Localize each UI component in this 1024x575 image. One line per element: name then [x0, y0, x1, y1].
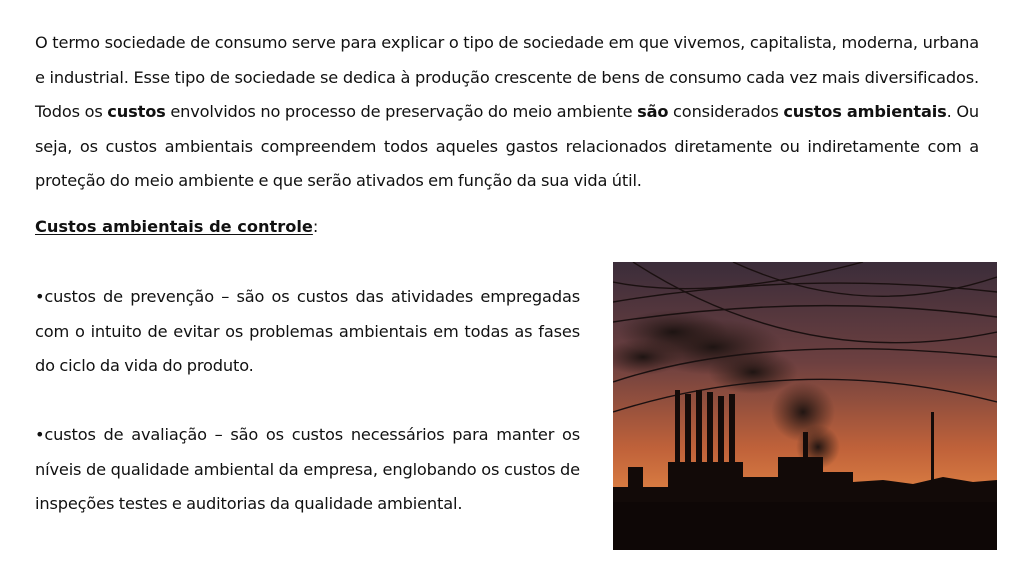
industrial-pollution-photo — [613, 262, 997, 550]
intro-bold-sao: são — [637, 102, 669, 122]
section-heading — [35, 211, 318, 243]
bullet-evaluation: •custos de avaliação – são os custos necessários para manter os níveis de qualidade ambiental da empresa, englobando os custos de inspeções testes e auditorias da qualidade ambiental. — [35, 425, 580, 514]
intro-text-2: envolvidos no processo de preservação do meio ambiente — [165, 102, 638, 122]
intro-bold-custos: custos — [107, 102, 166, 122]
intro-text-4: . Ou seja, os custos ambientais compreendem todos aqueles gastos relacionados diretamente ou indiretamente com a proteção do meio ambiente e que serão ativados em função da sua vida útil. — [35, 102, 980, 191]
intro-text-1: O termo sociedade de consumo serve para explicar o tipo de sociedade em que vivemos, capitalista, moderna, urbana e industrial. Esse tipo de sociedade se dedica à produção crescente de bens de consumo cada vez mais diversificados. Todos os — [35, 33, 979, 122]
intro-bold-custos-ambientais: custos ambientais — [783, 102, 947, 122]
bullet-prevention: •custos de prevenção – são os custos das atividades empregadas com o intuito de evitar os problemas ambientais em todas as fases do ciclo da vida do produto. — [35, 287, 580, 376]
section-heading-colon: : — [312, 217, 319, 236]
ground — [613, 502, 997, 550]
intro-text-3: considerados — [668, 102, 784, 122]
section-heading-text: Custos ambientais de controle — [35, 217, 313, 236]
intro-paragraph — [35, 26, 979, 199]
